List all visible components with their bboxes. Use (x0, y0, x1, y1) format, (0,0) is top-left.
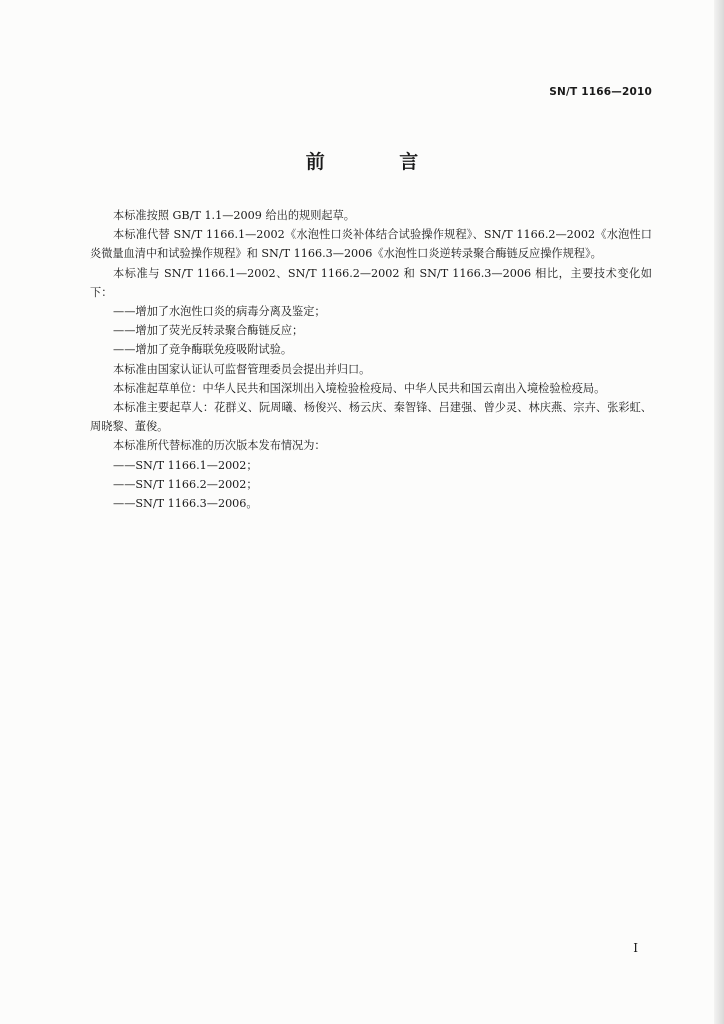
list-item-change-2: ——增加了荧光反转录聚合酶链反应； (113, 324, 304, 338)
paragraph-history-intro: 本标准所代替标准的历次版本发布情况为： (113, 439, 326, 453)
paragraph-drafting-units: 本标准起草单位：中华人民共和国深圳出入境检验检疫局、中华人民共和国云南出入境检验检疫局。 (113, 381, 606, 395)
list-item-history-2: ——SN/T 1166.2—2002； (113, 477, 258, 491)
document-code: SN/T 1166—2010 (549, 86, 652, 98)
paragraph-proposed-by: 本标准由国家认证认可监督管理委员会提出并归口。 (113, 362, 371, 376)
page-title: 前 言 (305, 151, 453, 173)
paragraph-changes-intro: 本标准与 SN/T 1166.1—2002、SN/T 1166.2—2002 和 SN/T 1166.3—2006 相比，主要技术变化如下： (90, 266, 652, 299)
list-item-change-3: ——增加了竞争酶联免疫吸附试验。 (113, 343, 293, 357)
list-item-change-1: ——增加了水泡性口炎的病毒分离及鉴定； (113, 305, 326, 319)
list-item-history-1: ——SN/T 1166.1—2002； (113, 458, 258, 472)
page-number: I (633, 941, 638, 955)
foreword-body (90, 206, 652, 513)
paragraph-drafters: 本标准主要起草人：花群义、阮周曦、杨俊兴、杨云庆、秦智锋、吕建强、曾少灵、林庆燕、宗卉、张彩虹、周晓黎、董俊。 (90, 401, 652, 434)
paragraph-drafting-rules: 本标准按照 GB/T 1.1—2009 给出的规则起草。 (113, 209, 355, 222)
list-item-history-3: ——SN/T 1166.3—2006。 (113, 497, 258, 511)
paragraph-replaces: 本标准代替 SN/T 1166.1—2002《水泡性口炎补体结合试验操作规程》、SN/T 1166.2—2002《水泡性口炎微量血清中和试验操作规程》和 SN/T 1166.3—2006《水泡性口炎逆转录聚合酶链反应操作规程》。 (90, 228, 652, 261)
